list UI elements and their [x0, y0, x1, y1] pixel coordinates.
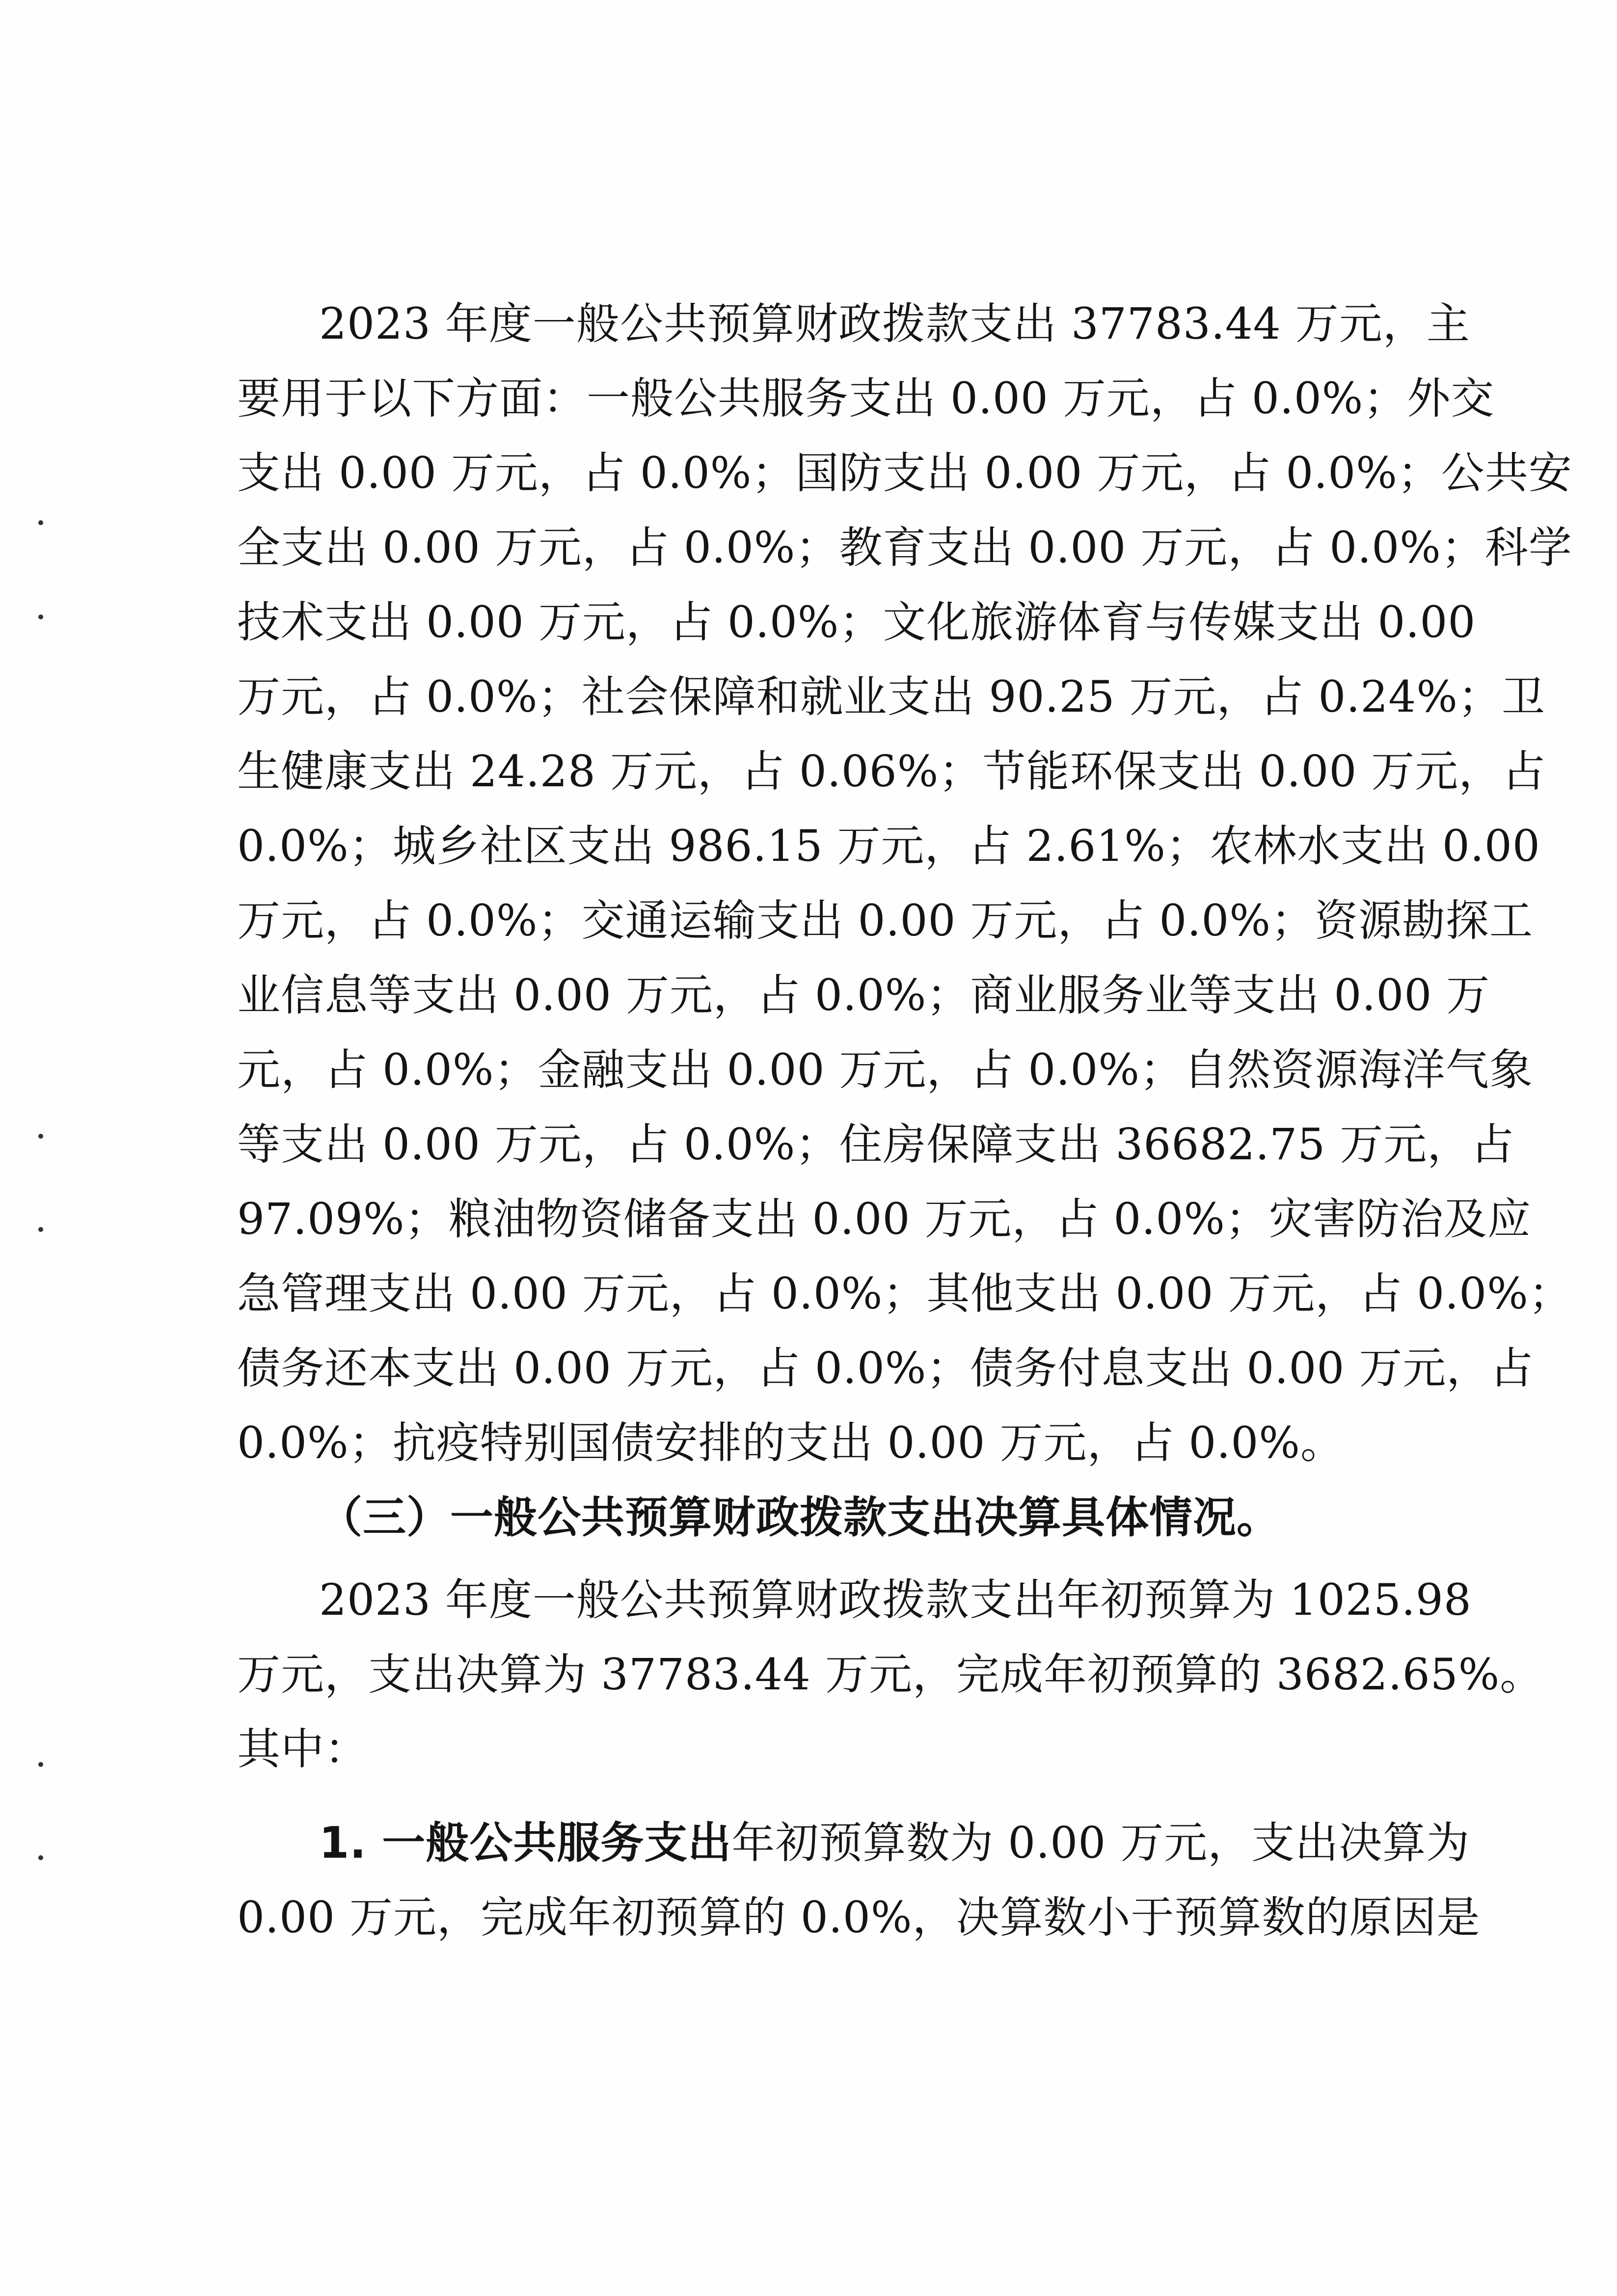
item-1-title: 1. 一般公共服务支出 — [319, 1817, 732, 1868]
paragraph-1-line: 0.0%；城乡社区支出 986.15 万元，占 2.61%；农林水支出 0.00 — [237, 821, 1540, 871]
scan-speck — [38, 1227, 43, 1232]
paragraph-2-line: 万元，支出决算为 37783.44 万元，完成年初预算的 3682.65%。 — [237, 1649, 1544, 1700]
paragraph-1-line: 支出 0.00 万元，占 0.0%；国防支出 0.00 万元，占 0.0%；公共安 — [237, 448, 1572, 498]
paragraph-1-line: 元，占 0.0%；金融支出 0.00 万元，占 0.0%；自然资源海洋气象 — [237, 1044, 1533, 1095]
scan-speck — [38, 1762, 43, 1767]
paragraph-1-line: 全支出 0.00 万元，占 0.0%；教育支出 0.00 万元，占 0.0%；科学 — [237, 522, 1572, 573]
paragraph-1-line: 等支出 0.00 万元，占 0.0%；住房保障支出 36682.75 万元，占 — [237, 1119, 1515, 1170]
paragraph-1-line: 业信息等支出 0.00 万元，占 0.0%；商业服务业等支出 0.00 万 — [237, 970, 1490, 1020]
section-heading: （三）一般公共预算财政拨款支出决算具体情况。 — [319, 1492, 1281, 1543]
paragraph-2-line: 2023 年度一般公共预算财政拨款支出年初预算为 1025.98 — [319, 1575, 1472, 1625]
paragraph-1-line: 0.0%；抗疫特别国债安排的支出 0.00 万元，占 0.0%。 — [237, 1417, 1344, 1468]
paragraph-1-line: 万元，占 0.0%；社会保障和就业支出 90.25 万元，占 0.24%；卫 — [237, 671, 1545, 722]
paragraph-2-line: 其中： — [237, 1724, 369, 1774]
item-1-line — [319, 1806, 1470, 1880]
paragraph-1-line: 要用于以下方面：一般公共服务支出 0.00 万元，占 0.0%；外交 — [237, 373, 1495, 424]
paragraph-1-line: 技术支出 0.00 万元，占 0.0%；文化旅游体育与传媒支出 0.00 — [237, 597, 1476, 647]
paragraph-1-line: 2023 年度一般公共预算财政拨款支出 37783.44 万元，主 — [319, 298, 1470, 349]
paragraph-1-line: 生健康支出 24.28 万元，占 0.06%；节能环保支出 0.00 万元，占 — [237, 746, 1546, 797]
item-1-text: 年初预算数为 0.00 万元，支出决算为 — [731, 1817, 1470, 1868]
scan-speck — [38, 1855, 43, 1860]
paragraph-1-line: 97.09%；粮油物资储备支出 0.00 万元，占 0.0%；灾害防治及应 — [237, 1194, 1531, 1244]
item-1-line-2: 0.00 万元，完成年初预算的 0.0%，决算数小于预算数的原因是 — [237, 1892, 1481, 1943]
paragraph-1-line: 债务还本支出 0.00 万元，占 0.0%；债务付息支出 0.00 万元，占 — [237, 1343, 1534, 1393]
paragraph-1-line: 急管理支出 0.00 万元，占 0.0%；其他支出 0.00 万元，占 0.0%； — [237, 1268, 1572, 1319]
scan-speck — [38, 614, 43, 619]
scan-speck — [38, 1134, 43, 1139]
paragraph-1-line: 万元，占 0.0%；交通运输支出 0.00 万元，占 0.0%；资源勘探工 — [237, 895, 1533, 946]
scan-speck — [38, 520, 43, 525]
